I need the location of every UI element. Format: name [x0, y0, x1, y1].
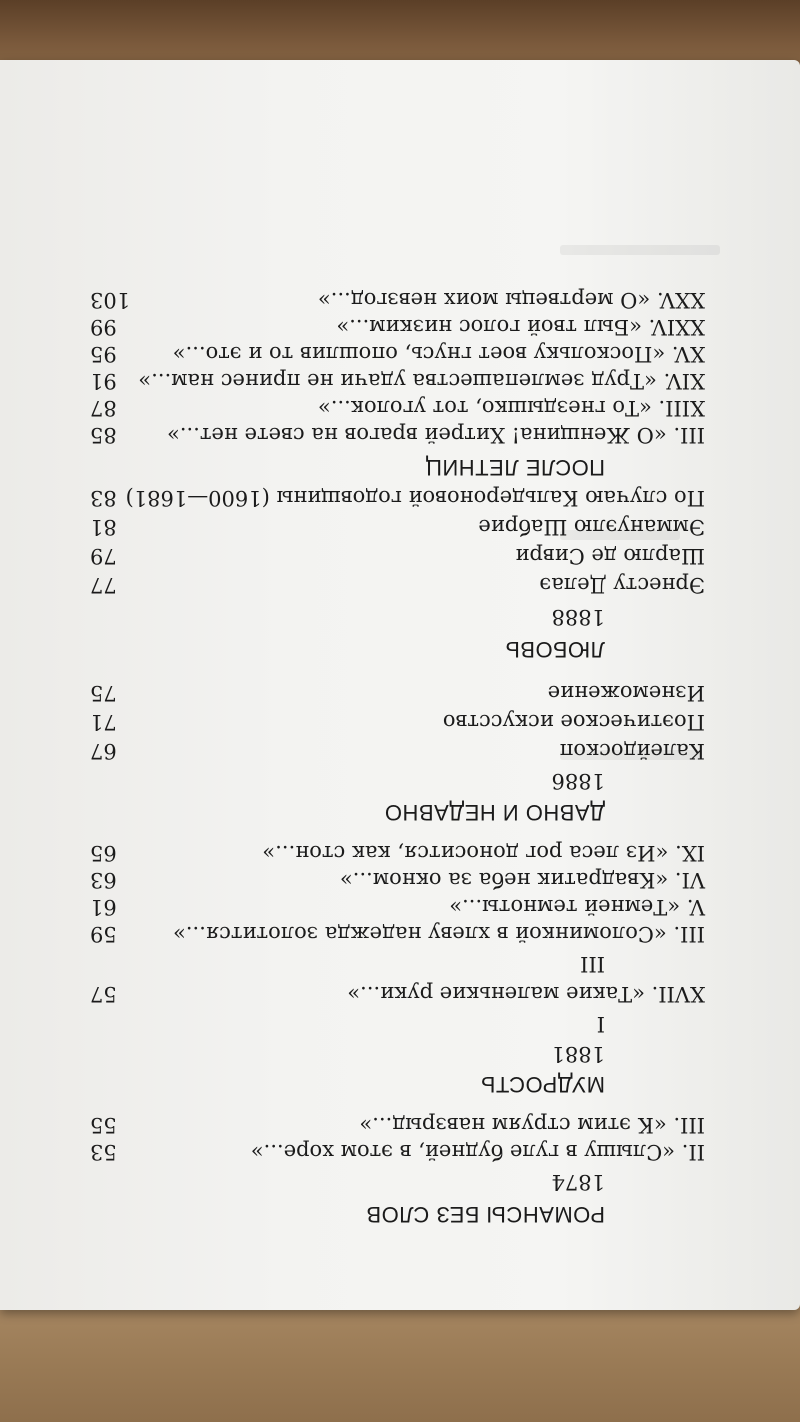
toc-entry: По случаю Кальдероновой годовщины (1600—1681) — [125, 486, 705, 510]
toc-page-number: 63 — [90, 868, 117, 892]
section-title: ЛЮБОВЬ — [504, 637, 605, 662]
section-year: 1874 — [551, 1170, 605, 1194]
toc-page-number: 65 — [90, 841, 117, 865]
toc-entry: Поэтическое искусство — [442, 710, 705, 734]
toc-page-number: 83 — [90, 486, 117, 510]
toc-entry: XIV. «Труд землепашества удачи не принес нам...» — [138, 369, 705, 393]
toc-entry: Эммануэлю Шабрие — [478, 515, 705, 539]
toc-page-number: 57 — [90, 982, 117, 1006]
subsection-label: III — [580, 952, 605, 976]
toc-page-number: 67 — [90, 739, 117, 763]
toc-page-number: 103 — [90, 288, 131, 312]
toc-entry: Калейдоскоп — [559, 739, 705, 763]
section-year: 1881 — [551, 1042, 605, 1066]
toc-page-number: 77 — [90, 573, 117, 597]
toc-page-number: 87 — [90, 396, 117, 420]
toc-entry: XIII. «То гнездышко, тот уголок...» — [317, 396, 705, 420]
section-year: 1888 — [551, 605, 605, 629]
toc-page-number: 85 — [90, 423, 117, 447]
toc-entry: XXIV. «Был твой голос низким...» — [336, 315, 705, 339]
toc-page-number: 59 — [90, 922, 117, 946]
toc-entry: XXV. «О мертвецы моих невзгод...» — [317, 288, 705, 312]
toc-entry: XV. «Поскольку воет гнусь, опошлив то и это...» — [172, 342, 705, 366]
toc-entry: V. «Темней темноты...» — [449, 895, 705, 919]
toc-page-number: 91 — [90, 369, 117, 393]
section-year: 1886 — [551, 769, 605, 793]
toc-entry: Изнеможение — [547, 681, 705, 705]
toc-page-number: 55 — [90, 1113, 117, 1137]
toc-page-number: 71 — [90, 710, 117, 734]
toc-entry: VI. «Квадратик неба за окном...» — [339, 868, 705, 892]
table-of-contents — [0, 60, 800, 1310]
toc-page-number: 53 — [90, 1140, 117, 1164]
toc-entry: III. «К этим струям навзрыд...» — [359, 1113, 705, 1137]
toc-entry: XVII. «Такие маленькие руки...» — [347, 982, 705, 1006]
toc-entry: Шарлю де Сиври — [515, 544, 705, 568]
toc-page-number: 75 — [90, 681, 117, 705]
toc-entry: IX. «Из леса рог доносится, как стон...» — [262, 841, 705, 865]
toc-page-number: 79 — [90, 544, 117, 568]
toc-entry: III. «О Женщина! Хитрей врагов на свете нет...» — [166, 423, 705, 447]
section-title: МУДРОСТЬ — [480, 1072, 605, 1097]
section-title: ПОСЛЕ ЛЕТНИЦ — [425, 455, 605, 480]
toc-page-number: 61 — [90, 895, 117, 919]
section-title: РОМАНСЫ БЕЗ СЛОВ — [365, 1202, 605, 1227]
toc-page-number: 81 — [90, 515, 117, 539]
table-surface-bottom — [0, 1300, 800, 1422]
book-page — [0, 60, 800, 1310]
section-title: ДАВНО И НЕДАВНО — [384, 800, 605, 825]
subsection-label: I — [596, 1012, 605, 1036]
toc-entry: II. «Слышу в гуле будней, в этом хоре...» — [250, 1140, 705, 1164]
toc-page-number: 99 — [90, 315, 117, 339]
toc-entry: Эрнесту Делаэ — [539, 573, 705, 597]
toc-page-number: 95 — [90, 342, 117, 366]
toc-entry: III. «Соломинкой в хлеву надежда золотится...» — [172, 922, 705, 946]
